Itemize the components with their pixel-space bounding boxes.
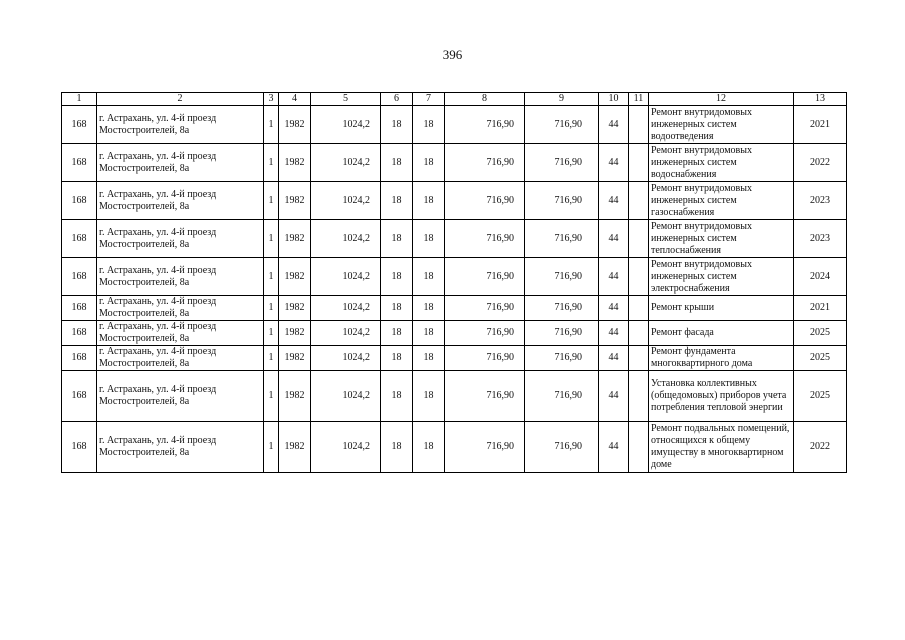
year-cell: 2021 [794,296,847,321]
area-cell: 1024,2 [311,321,381,346]
year-cell: 2021 [794,106,847,144]
cell [629,346,649,371]
cell: 1 [264,321,279,346]
cost-cell: 716,90 [445,182,525,220]
cell: 18 [413,220,445,258]
cost-cell: 716,90 [525,296,599,321]
cell: 44 [599,106,629,144]
cell: 1 [264,220,279,258]
column-number: 5 [311,93,381,106]
column-number: 12 [649,93,794,106]
row-number: 168 [62,371,97,422]
table-row [62,371,847,422]
work-type-cell: Установка коллективных (общедомовых) приборов учета потребления тепловой энергии [649,371,794,422]
cell: 18 [413,106,445,144]
cell: 18 [381,371,413,422]
cost-cell: 716,90 [525,422,599,473]
row-number: 168 [62,346,97,371]
table-row [62,220,847,258]
row-number: 168 [62,182,97,220]
work-type-cell: Ремонт подвальных помещений, относящихся к общему имуществу в многоквартирном доме [649,422,794,473]
area-cell: 1024,2 [311,422,381,473]
work-type-cell: Ремонт внутридомовых инженерных систем водоотведения [649,106,794,144]
cost-cell: 716,90 [445,258,525,296]
address-cell: г. Астрахань, ул. 4-й проезд Мостостроителей, 8а [97,106,264,144]
cost-cell: 716,90 [525,346,599,371]
area-cell: 1024,2 [311,371,381,422]
year-cell: 2024 [794,258,847,296]
cost-cell: 716,90 [445,106,525,144]
year-cell: 2025 [794,346,847,371]
cell: 18 [381,220,413,258]
cell [629,258,649,296]
cost-cell: 716,90 [525,258,599,296]
cost-cell: 716,90 [445,371,525,422]
cell [629,182,649,220]
column-number: 6 [381,93,413,106]
column-number: 11 [629,93,649,106]
work-type-cell: Ремонт фундамента многоквартирного дома [649,346,794,371]
column-number: 3 [264,93,279,106]
area-cell: 1024,2 [311,106,381,144]
row-number: 168 [62,321,97,346]
cell: 44 [599,296,629,321]
cell: 18 [381,106,413,144]
table-row [62,144,847,182]
cell: 18 [381,144,413,182]
table-row [62,321,847,346]
address-cell: г. Астрахань, ул. 4-й проезд Мостостроителей, 8а [97,296,264,321]
row-number: 168 [62,106,97,144]
cost-cell: 716,90 [445,144,525,182]
address-cell: г. Астрахань, ул. 4-й проезд Мостостроителей, 8а [97,144,264,182]
column-number: 9 [525,93,599,106]
cost-cell: 716,90 [525,106,599,144]
address-cell: г. Астрахань, ул. 4-й проезд Мостостроителей, 8а [97,258,264,296]
cell: 44 [599,371,629,422]
column-number: 7 [413,93,445,106]
address-cell: г. Астрахань, ул. 4-й проезд Мостостроителей, 8а [97,182,264,220]
year-built-cell: 1982 [279,346,311,371]
address-cell: г. Астрахань, ул. 4-й проезд Мостостроителей, 8а [97,321,264,346]
cell: 1 [264,422,279,473]
work-type-cell: Ремонт внутридомовых инженерных систем теплоснабжения [649,220,794,258]
column-number: 2 [97,93,264,106]
year-cell: 2022 [794,422,847,473]
cell: 44 [599,422,629,473]
cell: 18 [381,321,413,346]
cell: 1 [264,144,279,182]
cell: 18 [413,144,445,182]
cell: 1 [264,182,279,220]
year-cell: 2025 [794,321,847,346]
table-row [62,182,847,220]
cell: 18 [413,182,445,220]
cell: 18 [413,258,445,296]
cell: 18 [413,321,445,346]
year-built-cell: 1982 [279,106,311,144]
cell [629,321,649,346]
address-cell: г. Астрахань, ул. 4-й проезд Мостостроителей, 8а [97,346,264,371]
row-number: 168 [62,296,97,321]
cell: 1 [264,371,279,422]
table-row [62,422,847,473]
year-built-cell: 1982 [279,182,311,220]
year-built-cell: 1982 [279,422,311,473]
work-type-cell: Ремонт фасада [649,321,794,346]
cost-cell: 716,90 [525,182,599,220]
year-built-cell: 1982 [279,144,311,182]
column-number: 13 [794,93,847,106]
cell [629,144,649,182]
cell: 18 [381,346,413,371]
repair-schedule-table [61,92,847,473]
row-number: 168 [62,422,97,473]
cell: 18 [381,258,413,296]
year-built-cell: 1982 [279,371,311,422]
area-cell: 1024,2 [311,220,381,258]
cell: 18 [413,296,445,321]
cost-cell: 716,90 [525,220,599,258]
cost-cell: 716,90 [445,346,525,371]
cost-cell: 716,90 [445,296,525,321]
area-cell: 1024,2 [311,296,381,321]
year-cell: 2023 [794,220,847,258]
row-number: 168 [62,258,97,296]
cost-cell: 716,90 [525,321,599,346]
work-type-cell: Ремонт внутридомовых инженерных систем водоснабжения [649,144,794,182]
column-number: 8 [445,93,525,106]
address-cell: г. Астрахань, ул. 4-й проезд Мостостроителей, 8а [97,220,264,258]
table-row [62,296,847,321]
cell: 1 [264,258,279,296]
cell: 44 [599,346,629,371]
column-number-row [62,93,847,106]
cell [629,220,649,258]
cell: 18 [413,371,445,422]
area-cell: 1024,2 [311,182,381,220]
cell: 44 [599,144,629,182]
area-cell: 1024,2 [311,346,381,371]
page-number: 396 [442,47,463,62]
table-row [62,106,847,144]
cell: 18 [381,296,413,321]
cost-cell: 716,90 [445,422,525,473]
cost-cell: 716,90 [445,321,525,346]
cell: 44 [599,220,629,258]
cell: 18 [381,182,413,220]
column-number: 4 [279,93,311,106]
cost-cell: 716,90 [445,220,525,258]
cell: 1 [264,346,279,371]
row-number: 168 [62,220,97,258]
row-number: 168 [62,144,97,182]
year-built-cell: 1982 [279,296,311,321]
year-cell: 2023 [794,182,847,220]
table-row [62,258,847,296]
address-cell: г. Астрахань, ул. 4-й проезд Мостостроителей, 8а [97,422,264,473]
cost-cell: 716,90 [525,144,599,182]
cost-cell: 716,90 [525,371,599,422]
cell [629,422,649,473]
column-number: 10 [599,93,629,106]
area-cell: 1024,2 [311,258,381,296]
year-built-cell: 1982 [279,220,311,258]
area-cell: 1024,2 [311,144,381,182]
year-cell: 2022 [794,144,847,182]
address-cell: г. Астрахань, ул. 4-й проезд Мостостроителей, 8а [97,371,264,422]
cell: 18 [413,422,445,473]
work-type-cell: Ремонт внутридомовых инженерных систем газоснабжения [649,182,794,220]
cell: 18 [413,346,445,371]
year-cell: 2025 [794,371,847,422]
cell: 1 [264,106,279,144]
work-type-cell: Ремонт внутридомовых инженерных систем электроснабжения [649,258,794,296]
year-built-cell: 1982 [279,258,311,296]
work-type-cell: Ремонт крыши [649,296,794,321]
year-built-cell: 1982 [279,321,311,346]
cell: 44 [599,258,629,296]
cell: 44 [599,321,629,346]
cell [629,106,649,144]
cell: 1 [264,296,279,321]
cell [629,371,649,422]
cell: 44 [599,182,629,220]
cell: 18 [381,422,413,473]
cell [629,296,649,321]
column-number: 1 [62,93,97,106]
table-row [62,346,847,371]
